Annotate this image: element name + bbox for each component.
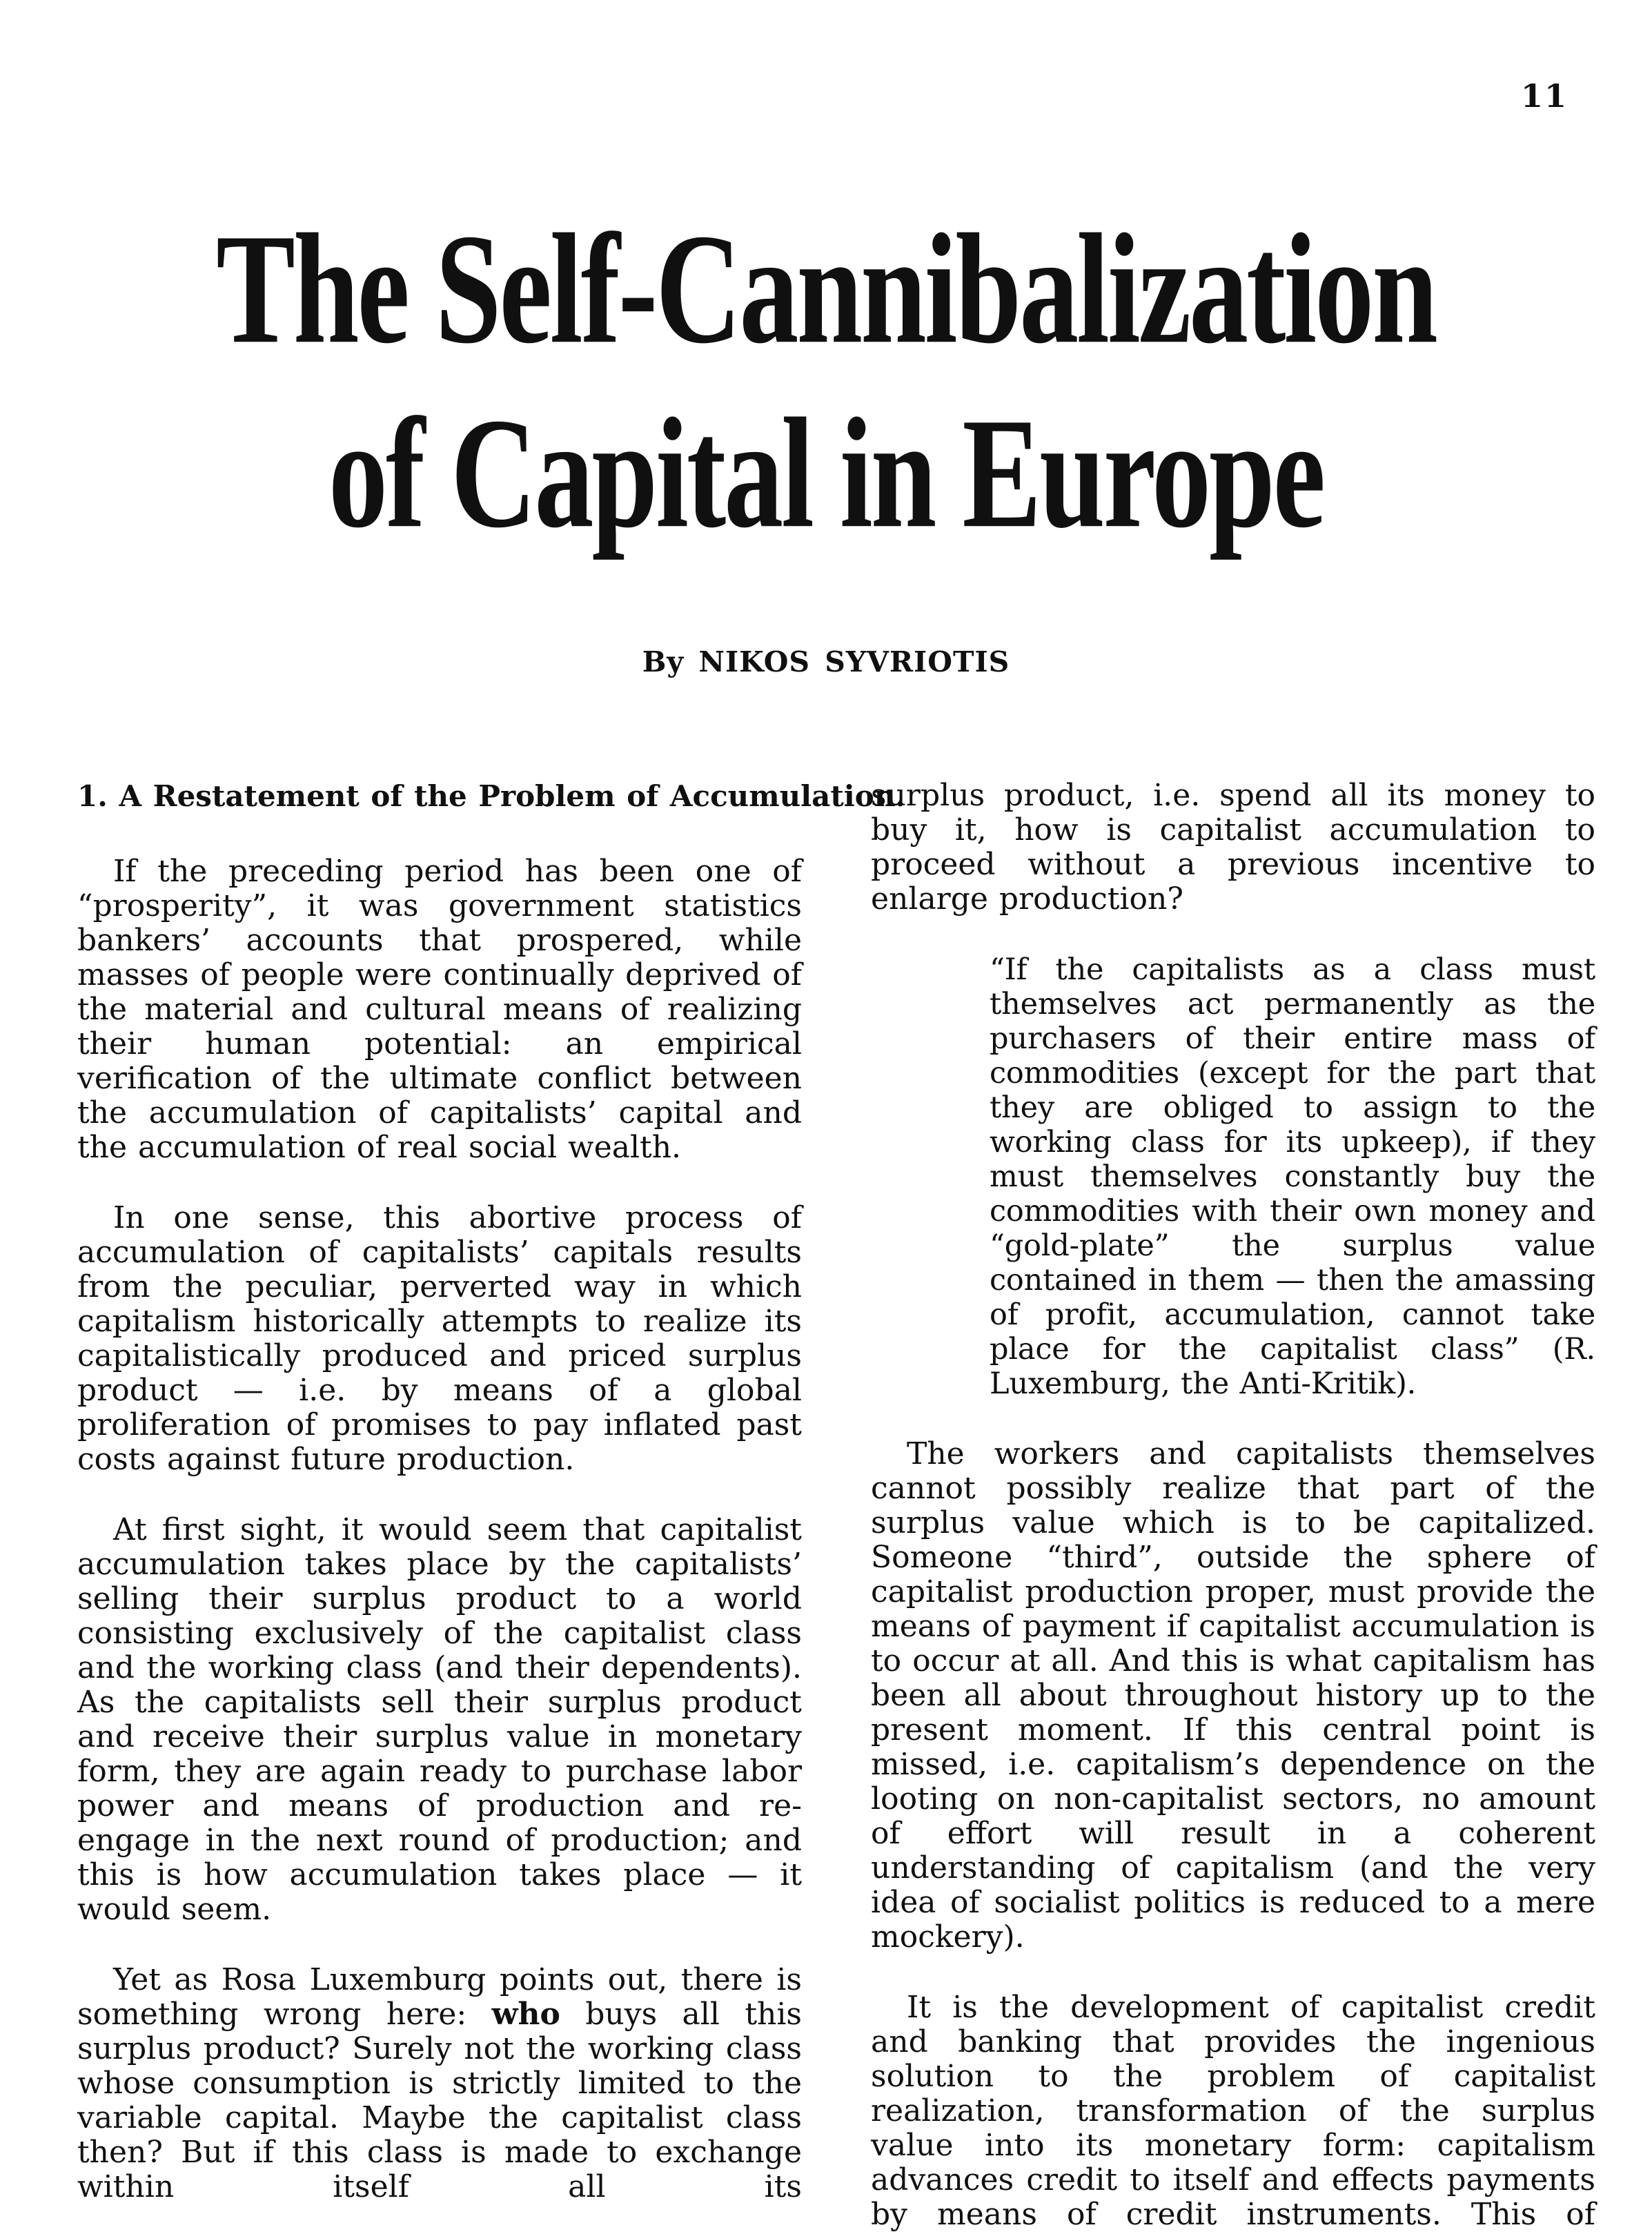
paragraph-3: At first sight, it would seem that capitalist accumulation takes place by the capitalists’ selling their surplus product to a world consisting exclusively of the capitalist class and the working class (and their dependents). As the capitalists sell their surplus product and receive their surplus value in monetary form, they are again ready to purchase labor power and means of production and re-engage in the next round of production; and this is how accumulation takes place — it would seem.	[77, 1512, 802, 1927]
paragraph-5: The workers and capitalists themselves cannot possibly realize that part of the surplus value which is to be capitalized. Someone “third”, outside the sphere of capitalist production proper, must provide the means of payment if capitalist accumulation is to occur at all. And this is what capitalism has been all about throughout history up to the present moment. If this central point is missed, i.e. capitalism’s dependence on the looting on non-capitalist sectors, no amount of effort will result in a coherent understanding of capitalism (and the very idea of socialist politics is reduced to a mere mockery).	[871, 1436, 1595, 1955]
right-column	[871, 779, 1595, 2232]
paragraph-4	[77, 1963, 802, 2204]
left-column	[77, 779, 905, 2232]
continuation-paragraph: surplus product, i.e. spend all its money to buy it, how is capitalist accumulation to proceed without a previous incentive to enlarge production?	[871, 778, 1595, 917]
paragraph-4-pre: Yet as Rosa Luxemburg points out, there is something wrong here:	[77, 1962, 802, 2032]
paragraph-1: If the preceding period has been one of “prosperity”, it was government statistics bankers’ accounts that prospered, while masses of people were continually deprived of the material and cultural means of realizing their human potential: an empirical verification of the ultimate conflict between the accumulation of capitalists’ capital and the accumulation of real social wealth.	[77, 854, 802, 1165]
paragraph-6: It is the development of capitalist credit and banking that provides the ingenious solution to the problem of capitalist realization, transformation of the surplus value into its monetary form: capitalism advances credit to itself and effects payments by means of credit instruments. This of	[871, 1990, 1595, 2232]
section-heading: 1. A Restatement of the Problem of Accumulation.	[77, 779, 905, 813]
luxemburg-quote: “If the capitalists as a class must themselves act permanently as the purchasers of their entire mass of commodities (except for the part that they are obliged to assign to the working class for its upkeep), if they must themselves constantly buy the commodities with their own money and “gold-plate” the surplus value contained in them — then the amassing of profit, accumulation, cannot take place for the capitalist class” (R. Luxemburg, the Anti-Kritik).	[990, 952, 1595, 1401]
page-number: 11	[1521, 77, 1569, 115]
article-title-line-1: The Self-Cannibalization	[216, 202, 1436, 377]
emphasis-word: who	[491, 1997, 560, 2032]
paragraph-4-post: buys all this surplus product? Surely not the working class whose consumption is strictly limited to the variable capital. Maybe the capitalist class then? But if this class is made to exchange within itself all its	[77, 1997, 802, 2204]
content-columns	[77, 779, 1595, 2232]
article-title-line-2: of Capital in Europe	[328, 386, 1324, 561]
byline: By NIKOS SYVRIOTIS	[642, 645, 1010, 678]
paragraph-2: In one sense, this abortive process of accumulation of capitalists’ capitals results from the peculiar, perverted way in which capitalism historically attempts to realize its capitalistically produced and priced surplus product — i.e. by means of a global proliferation of promises to pay inflated past costs against future production.	[77, 1200, 802, 1477]
